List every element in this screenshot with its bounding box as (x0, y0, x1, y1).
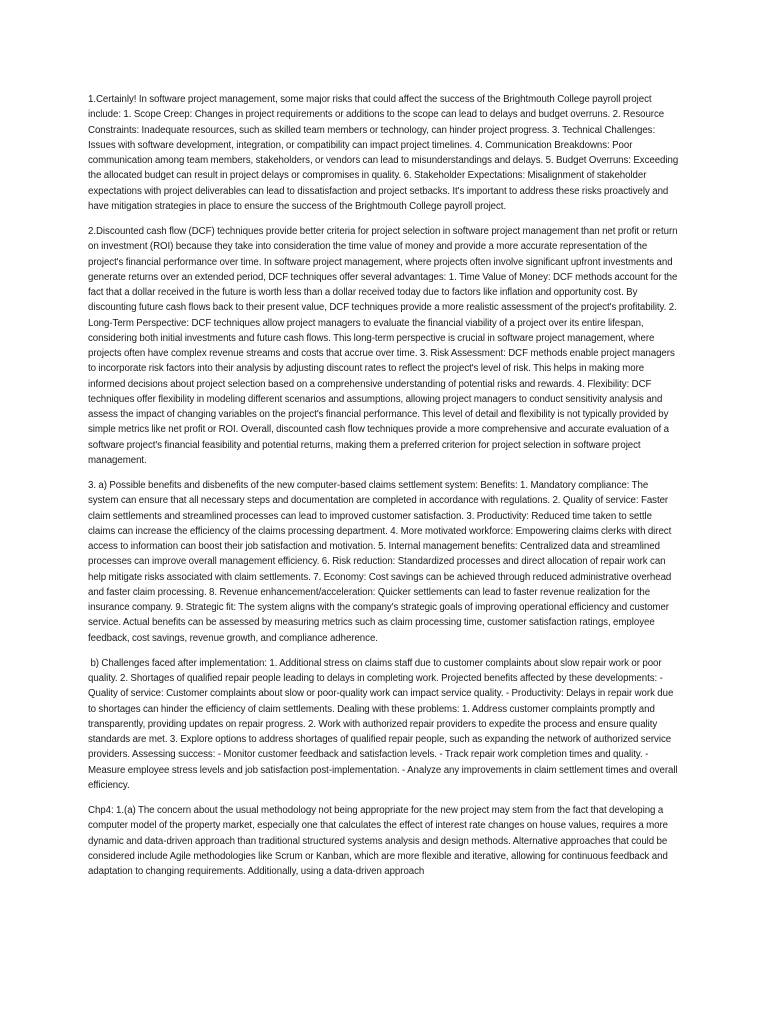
paragraph-chp4: Chp4: 1.(a) The concern about the usual methodology not being appropriate for the new project may stem from the fact that developing a computer model of the property market, especially one that calculates the effect of interest rate changes on house values, requires a more dynamic and data-driven approach than traditional structured systems analysis and design methods. Alternative approaches that could be considered include Agile methodologies like Scrum or Kanban, which are more flexible and iterative, allowing for continuous feedback and adaptation to changing requirements. Additionally, using a data-driven approach (88, 805, 668, 877)
paragraph-3b-challenges: b) Challenges faced after implementation: 1. Additional stress on claims staff due to customer complaints about slow repair work or poor quality. 2. Shortages of qualified repair people leading to delays in completing work. Projected benefits affected by these developments: - Quality of service: Customer complaints about slow or poor-quality work can impact service quality. - Productivity: Delays in repair work due to shortages can hinder the efficiency of claim settlements. Dealing with these problems: 1. Address customer complaints promptly and transparently, providing updates on repair progress. 2. Work with authorized repair providers to expedite the process and ensure quality standards are met. 3. Explore options to address shortages of qualified repair people, such as expanding the network of authorized service providers. Assessing success: - Monitor customer feedback and satisfaction levels. - Track repair work completion times and quality. - Measure employee stress levels and job satisfaction post-implementation. - Analyze any improvements in claim settlement times and overall efficiency. (88, 657, 681, 791)
paragraph-3a-benefits: 3. a) Possible benefits and disbenefits of the new computer-based claims settlement system: Benefits: 1. Mandatory compliance: The system can ensure that all necessary steps and documentation are completed in accordance with regulations. 2. Quality of service: Faster claim settlements and streamlined processes can lead to improved customer satisfaction. 3. Productivity: Reduced time taken to settle claims can increase the efficiency of the claims processing department. 4. More motivated workforce: Empowering claims clerks with direct access to information can boost their job satisfaction and motivation. 5. Internal management benefits: Centralized data and streamlined processes can improve overall management efficiency. 6. Risk reduction: Standardized processes and direct allocation of repair work can help mitigate risks associated with claim settlements. 7. Economy: Cost savings can be achieved through reduced administrative overhead and faster claim processing. 8. Revenue enhancement/acceleration: Quicker settlements can lead to faster revenue realization for the insurance company. 9. Strategic fit: The system aligns with the company's strategic goals of improving operational efficiency and customer service. Actual benefits can be assessed by measuring metrics such as claim processing time, customer satisfaction ratings, employee feedback, cost savings, revenue growth, and compliance adherence. (88, 480, 672, 644)
paragraph-1-risks: 1.Certainly! In software project management, some major risks that could affect the success of the Brightmouth College payroll project include: 1. Scope Creep: Changes in project requirements or additions to the scope can lead to delays and budget overruns. 2. Resource Constraints: Inadequate resources, such as skilled team members or technology, can hinder project progress. 3. Technical Challenges: Issues with software development, integration, or compatibility can impact project timelines. 4. Communication Breakdowns: Poor communication among team members, stakeholders, or vendors can lead to misunderstandings and delays. 5. Budget Overruns: Exceeding the allocated budget can result in project delays or compromises in quality. 6. Stakeholder Expectations: Misalignment of stakeholder expectations with project deliverables can lead to dissatisfaction and project setbacks. It's important to address these risks proactively and have mitigation strategies in place to ensure the success of the Brightmouth College payroll project. (88, 94, 679, 212)
paragraph-2-dcf: 2.Discounted cash flow (DCF) techniques provide better criteria for project selection in software project management than net profit or return on investment (ROI) because they take into consideration the time value of money and provide a more accurate representation of the project's financial performance over time. In software project management, where projects often involve significant upfront investments and generate returns over an extended period, DCF techniques offer several advantages: 1. Time Value of Money: DCF methods account for the fact that a dollar received in the future is worth less than a dollar received today due to factors like inflation and opportunity cost. By discounting future cash flows back to their present value, DCF techniques provide a more realistic assessment of the project's profitability. 2. Long-Term Perspective: DCF techniques allow project managers to evaluate the financial viability of a project over its entire lifespan, considering both initial investments and future cash flows. This long-term perspective is crucial in software project management, where projects often have complex revenue streams and costs that accrue over time. 3. Risk Assessment: DCF methods enable project managers to incorporate risk factors into their analysis by adjusting discount rates to reflect the project's level of risk. This helps in making more informed decisions about project selection based on a comprehensive understanding of potential risks and rewards. 4. Flexibility: DCF techniques offer flexibility in modeling different scenarios and assumptions, allowing project managers to conduct sensitivity analysis and assess the impact of changing variables on the project's financial performance. This level of detail and flexibility is not typically provided by simple metrics like net profit or ROI. Overall, discounted cash flow techniques provide a more comprehensive and accurate evaluation of a software project's financial feasibility and potential returns, making them a preferred criterion for project selection in software project management. (88, 226, 678, 466)
document-page (88, 92, 680, 889)
